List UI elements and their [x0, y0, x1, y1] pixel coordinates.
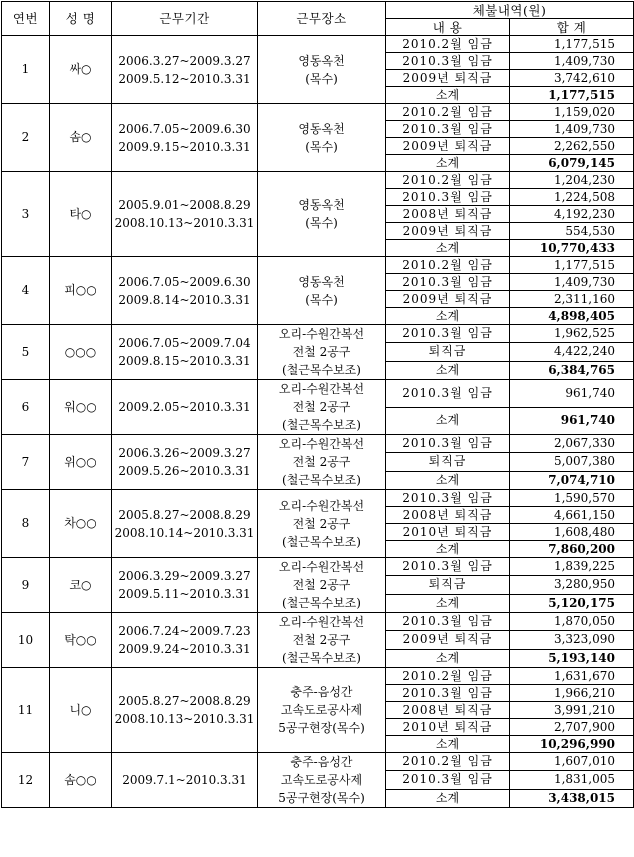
work-period-line: 2009.8.14~2010.3.31	[118, 292, 251, 307]
item-amount: 1,177,515	[510, 36, 634, 53]
work-place-line: 5공구현장(목수)	[278, 721, 365, 735]
item-amount: 1,831,005	[510, 771, 634, 789]
item-label: 2009년 퇴직금	[386, 223, 510, 240]
work-period-line: 2009.2.05~2010.3.31	[118, 400, 251, 414]
work-place	[258, 558, 386, 613]
item-amount: 4,422,240	[510, 343, 634, 361]
worker-name: ○○○	[50, 325, 112, 380]
table-body	[2, 36, 634, 808]
work-place-line: (철근목수보조)	[282, 363, 361, 377]
work-place-line: 전철 2공구	[292, 633, 351, 647]
row-number: 12	[2, 753, 50, 808]
item-amount: 1,966,210	[510, 685, 634, 702]
item-label: 2010.3월 임금	[386, 189, 510, 206]
item-label: 2010.2월 임금	[386, 668, 510, 685]
item-label: 2010.2월 임금	[386, 104, 510, 121]
subtotal-label: 소계	[386, 736, 510, 753]
item-amount: 1,409,730	[510, 121, 634, 138]
table-row	[2, 325, 634, 343]
work-place	[258, 613, 386, 668]
item-label: 2010.3월 임금	[386, 325, 510, 343]
work-place-line: 오리-수원간복선	[278, 382, 365, 396]
work-period	[112, 753, 258, 808]
work-place	[258, 753, 386, 808]
row-number: 1	[2, 36, 50, 104]
item-label: 2008년 퇴직금	[386, 507, 510, 524]
subtotal-label: 소계	[386, 155, 510, 172]
work-period	[112, 558, 258, 613]
work-place-line: 전철 2공구	[292, 516, 351, 531]
item-amount: 4,192,230	[510, 206, 634, 223]
work-place-line: 영동옥천	[298, 198, 345, 212]
worker-name: 솜○○	[50, 753, 112, 808]
table-row	[2, 558, 634, 576]
subtotal-label: 소계	[386, 87, 510, 104]
item-amount: 1,631,670	[510, 668, 634, 685]
worker-name: 워○○	[50, 380, 112, 435]
worker-name: 솜○	[50, 104, 112, 172]
item-label: 퇴직금	[386, 453, 510, 471]
item-amount: 2,067,330	[510, 435, 634, 453]
item-amount: 5,007,380	[510, 453, 634, 471]
table-row	[2, 753, 634, 771]
item-label: 2010.2월 임금	[386, 257, 510, 274]
header-content: 내 용	[386, 19, 510, 36]
subtotal-amount: 10,770,433	[510, 240, 634, 257]
item-label: 2010.2월 임금	[386, 172, 510, 189]
subtotal-label: 소계	[386, 541, 510, 558]
work-period-line: 2009.7.1~2010.3.31	[122, 773, 247, 787]
subtotal-label: 소계	[386, 471, 510, 489]
subtotal-label: 소계	[386, 308, 510, 325]
work-place-line: (철근목수보조)	[282, 651, 361, 665]
item-amount: 1,204,230	[510, 172, 634, 189]
subtotal-amount: 1,177,515	[510, 87, 634, 104]
item-amount: 554,530	[510, 223, 634, 240]
row-number: 3	[2, 172, 50, 257]
work-period-line: 2006.7.05~2009.7.04	[118, 336, 251, 350]
row-number: 8	[2, 490, 50, 558]
work-place-line: 전철 2공구	[292, 455, 351, 469]
worker-name: 피○○	[50, 257, 112, 325]
work-period-line: 2005.8.27~2008.8.29	[118, 507, 251, 522]
item-label: 2010.2월 임금	[386, 753, 510, 771]
item-label: 2009년 퇴직금	[386, 138, 510, 155]
work-place-line: 충주-음성간	[290, 685, 353, 699]
work-place-line: (목수)	[305, 71, 338, 86]
item-label: 2010.3월 임금	[386, 380, 510, 408]
work-period-line: 2006.3.27~2009.3.27	[118, 53, 251, 68]
row-number: 7	[2, 435, 50, 490]
work-place-line: 오리-수원간복선	[278, 437, 365, 451]
work-period	[112, 613, 258, 668]
table-row	[2, 172, 634, 189]
work-period	[112, 172, 258, 257]
item-label: 2010.3월 임금	[386, 685, 510, 702]
item-label: 2010.3월 임금	[386, 121, 510, 138]
row-number: 10	[2, 613, 50, 668]
item-label: 2010.3월 임금	[386, 613, 510, 631]
work-period	[112, 257, 258, 325]
table-row	[2, 668, 634, 685]
work-period	[112, 325, 258, 380]
item-label: 2008년 퇴직금	[386, 206, 510, 223]
row-number: 6	[2, 380, 50, 435]
work-period-line: 2009.5.12~2010.3.31	[118, 71, 251, 86]
item-label: 2008년 퇴직금	[386, 702, 510, 719]
item-amount: 1,839,225	[510, 558, 634, 576]
worker-name: 니○	[50, 668, 112, 753]
subtotal-label: 소계	[386, 649, 510, 667]
work-place	[258, 36, 386, 104]
table-row	[2, 490, 634, 507]
header-name: 성 명	[50, 2, 112, 36]
work-place-line: 오리-수원간복선	[278, 615, 365, 629]
work-place	[258, 435, 386, 490]
item-amount: 1,224,508	[510, 189, 634, 206]
work-period	[112, 104, 258, 172]
table-row	[2, 257, 634, 274]
work-place-line: (목수)	[305, 139, 338, 154]
work-place	[258, 668, 386, 753]
table-row	[2, 613, 634, 631]
work-place-line: 고속도로공사제	[280, 703, 363, 717]
item-label: 2010.3월 임금	[386, 771, 510, 789]
work-place-line: (목수)	[305, 216, 338, 230]
subtotal-label: 소계	[386, 361, 510, 379]
work-place-line: (철근목수보조)	[282, 534, 361, 549]
subtotal-amount: 7,074,710	[510, 471, 634, 489]
item-amount: 1,590,570	[510, 490, 634, 507]
work-period-line: 2008.10.13~2010.3.31	[114, 216, 255, 230]
table-row	[2, 36, 634, 53]
item-amount: 2,311,160	[510, 291, 634, 308]
item-amount: 2,707,900	[510, 719, 634, 736]
work-period-line: 2005.9.01~2008.8.29	[118, 198, 251, 212]
item-amount: 1,608,480	[510, 524, 634, 541]
work-place-line: 전철 2공구	[292, 345, 351, 359]
subtotal-amount: 4,898,405	[510, 308, 634, 325]
worker-name: 코○	[50, 558, 112, 613]
work-period	[112, 36, 258, 104]
subtotal-label: 소계	[386, 594, 510, 612]
subtotal-amount: 6,079,145	[510, 155, 634, 172]
worker-name: 타○	[50, 172, 112, 257]
work-period-line: 2009.5.11~2010.3.31	[118, 587, 251, 601]
item-amount: 4,661,150	[510, 507, 634, 524]
worker-name: 싸○	[50, 36, 112, 104]
item-amount: 3,991,210	[510, 702, 634, 719]
item-label: 2009년 퇴직금	[386, 631, 510, 649]
unpaid-wages-table	[1, 1, 634, 808]
work-period-line: 2006.3.29~2009.3.27	[118, 569, 251, 583]
item-amount: 1,607,010	[510, 753, 634, 771]
work-period-line: 2009.9.15~2010.3.31	[118, 139, 251, 154]
work-period-line: 2009.9.24~2010.3.31	[118, 642, 251, 656]
subtotal-label: 소계	[386, 240, 510, 257]
work-period	[112, 380, 258, 435]
worker-name: 위○○	[50, 435, 112, 490]
item-amount: 1,962,525	[510, 325, 634, 343]
work-period-line: 2008.10.13~2010.3.31	[114, 712, 255, 726]
item-label: 2010.3월 임금	[386, 53, 510, 70]
work-place-line: (목수)	[305, 292, 338, 307]
work-place	[258, 257, 386, 325]
item-label: 퇴직금	[386, 343, 510, 361]
row-number: 11	[2, 668, 50, 753]
table-row	[2, 380, 634, 408]
work-place-line: 오리-수원간복선	[278, 560, 365, 574]
subtotal-amount: 10,296,990	[510, 736, 634, 753]
header-row	[2, 2, 634, 19]
work-place-line: 영동옥천	[298, 53, 345, 68]
work-period	[112, 490, 258, 558]
item-amount: 3,280,950	[510, 576, 634, 594]
subtotal-amount: 6,384,765	[510, 361, 634, 379]
work-place	[258, 172, 386, 257]
work-period	[112, 668, 258, 753]
work-period-line: 2006.7.24~2009.7.23	[118, 624, 251, 638]
table-row	[2, 104, 634, 121]
work-period-line: 2006.3.26~2009.3.27	[118, 446, 251, 460]
work-place-line: 오리-수원간복선	[278, 327, 365, 341]
item-amount: 1,409,730	[510, 274, 634, 291]
item-amount: 3,323,090	[510, 631, 634, 649]
item-amount: 1,159,020	[510, 104, 634, 121]
item-amount: 961,740	[510, 380, 634, 408]
row-number: 4	[2, 257, 50, 325]
work-place-line: 영동옥천	[298, 121, 345, 136]
subtotal-label: 소계	[386, 789, 510, 807]
work-place-line: (철근목수보조)	[282, 596, 361, 610]
subtotal-label: 소계	[386, 407, 510, 435]
work-place-line: 오리-수원간복선	[278, 498, 365, 513]
item-amount: 3,742,610	[510, 70, 634, 87]
work-place-line: 고속도로공사제	[280, 773, 363, 787]
work-place	[258, 490, 386, 558]
item-label: 2010년 퇴직금	[386, 524, 510, 541]
subtotal-amount: 7,860,200	[510, 541, 634, 558]
item-label: 2010.3월 임금	[386, 558, 510, 576]
subtotal-amount: 3,438,015	[510, 789, 634, 807]
work-place	[258, 325, 386, 380]
work-place-line: 영동옥천	[298, 274, 345, 289]
header-no: 연번	[2, 2, 50, 36]
work-period-line: 2009.8.15~2010.3.31	[118, 354, 251, 368]
work-place	[258, 104, 386, 172]
worker-name: 탁○○	[50, 613, 112, 668]
header-total: 합 계	[510, 19, 634, 36]
item-label: 2010.2월 임금	[386, 36, 510, 53]
item-amount: 1,177,515	[510, 257, 634, 274]
header-unpaid: 체불내역(원)	[386, 2, 634, 19]
row-number: 5	[2, 325, 50, 380]
work-period-line: 2006.7.05~2009.6.30	[118, 121, 251, 136]
subtotal-amount: 5,120,175	[510, 594, 634, 612]
row-number: 2	[2, 104, 50, 172]
work-period	[112, 435, 258, 490]
table-row	[2, 435, 634, 453]
subtotal-amount: 5,193,140	[510, 649, 634, 667]
work-period-line: 2006.7.05~2009.6.30	[118, 274, 251, 289]
work-place-line: 5공구현장(목수)	[278, 791, 365, 805]
work-place	[258, 380, 386, 435]
header-period: 근무기간	[112, 2, 258, 36]
subtotal-amount: 961,740	[510, 407, 634, 435]
worker-name: 차○○	[50, 490, 112, 558]
item-label: 2010.3월 임금	[386, 435, 510, 453]
work-place-line: 전철 2공구	[292, 578, 351, 592]
item-label: 2009년 퇴직금	[386, 291, 510, 308]
work-place-line: 전철 2공구	[292, 400, 351, 414]
item-amount: 1,870,050	[510, 613, 634, 631]
work-period-line: 2008.10.14~2010.3.31	[114, 525, 255, 540]
work-place-line: 충주-음성간	[290, 755, 353, 769]
item-label: 2010.3월 임금	[386, 274, 510, 291]
work-period-line: 2009.5.26~2010.3.31	[118, 464, 251, 478]
item-label: 퇴직금	[386, 576, 510, 594]
work-place-line: (철근목수보조)	[282, 418, 361, 432]
header-place: 근무장소	[258, 2, 386, 36]
item-label: 2009년 퇴직금	[386, 70, 510, 87]
item-label: 2010년 퇴직금	[386, 719, 510, 736]
item-amount: 1,409,730	[510, 53, 634, 70]
work-place-line: (철근목수보조)	[282, 473, 361, 487]
work-period-line: 2005.8.27~2008.8.29	[118, 694, 251, 708]
row-number: 9	[2, 558, 50, 613]
item-amount: 2,262,550	[510, 138, 634, 155]
item-label: 2010.3월 임금	[386, 490, 510, 507]
